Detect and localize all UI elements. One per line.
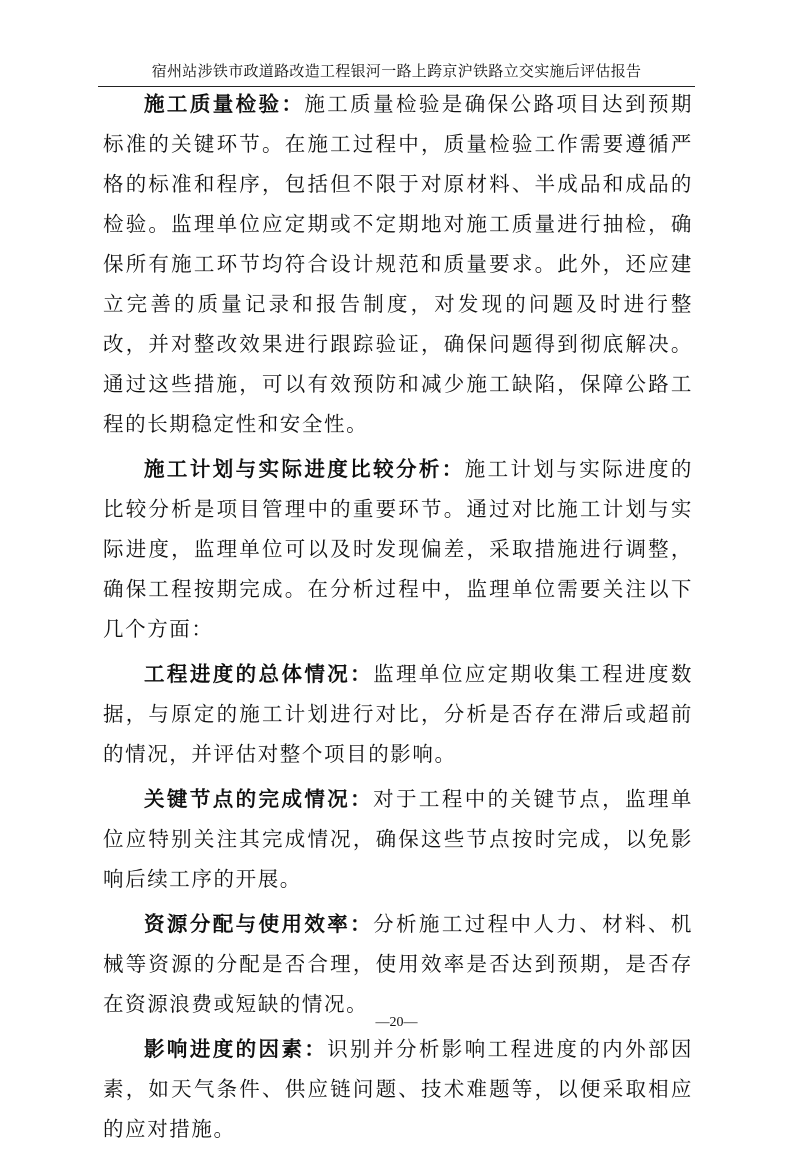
header-title: 宿州站涉铁市政道路改造工程银河一路上跨京沪铁路立交实施后评估报告 [151, 62, 642, 80]
paragraph-lead: 关键节点的完成情况： [144, 787, 374, 811]
page-header [98, 60, 695, 87]
paragraph-text: 施工质量检验是确保公路项目达到预期标准的关键环节。在施工过程中，质量检验工作需要遵循严格的标准和程序，包括但不限于对原材料、半成品和成品的检验。监理单位应定期或不定期地对施工质量进行抽检，确保所有施工环节均符合设计规范和质量要求。此外，还应建立完善的质量记录和报告制度，对发现的问题及时进行整改，并对整改效果进行跟踪验证，确保问题得到彻底解决。通过这些措施，可以有效预防和减少施工缺陷，保障公路工程的长期稳定性和安全性。 [103, 92, 693, 436]
paragraph-quality-inspection [103, 84, 693, 444]
paragraph-lead: 施工计划与实际进度比较分析： [144, 457, 465, 481]
document-body [103, 84, 693, 1154]
paragraph-lead: 影响进度的因素： [144, 1037, 328, 1061]
paragraph-lead: 施工质量检验： [144, 92, 305, 116]
paragraph-schedule-comparison [103, 449, 693, 649]
paragraph-resource-allocation [103, 904, 693, 1024]
paragraph-text: 识别并分析影响工程进度的内外部因素，如天气条件、供应链问题、技术难题等，以便采取相应的应对措施。 [103, 1037, 693, 1141]
paragraph-overall-progress [103, 654, 693, 774]
paragraph-lead: 资源分配与使用效率： [144, 912, 374, 936]
paragraph-text: 对于工程中的关键节点，监理单位应特别关注其完成情况，确保这些节点按时完成，以免影响后续工序的开展。 [103, 787, 694, 891]
page-number: —20— [375, 1015, 418, 1030]
paragraph-key-milestones [103, 779, 693, 899]
paragraph-lead: 工程进度的总体情况： [144, 662, 374, 686]
page-footer [0, 1015, 793, 1031]
paragraph-text: 分析施工过程中人力、材料、机械等资源的分配是否合理，使用效率是否达到预期，是否存在资源浪费或短缺的情况。 [103, 912, 694, 1016]
paragraph-text: 施工计划与实际进度的比较分析是项目管理中的重要环节。通过对比施工计划与实际进度，监理单位可以及时发现偏差，采取措施进行调整，确保工程按期完成。在分析过程中，监理单位需要关注以下几个方面： [103, 457, 693, 641]
paragraph-text: 监理单位应定期收集工程进度数据，与原定的施工计划进行对比，分析是否存在滞后或超前的情况，并评估对整个项目的影响。 [103, 662, 694, 766]
paragraph-progress-factors [103, 1029, 693, 1149]
